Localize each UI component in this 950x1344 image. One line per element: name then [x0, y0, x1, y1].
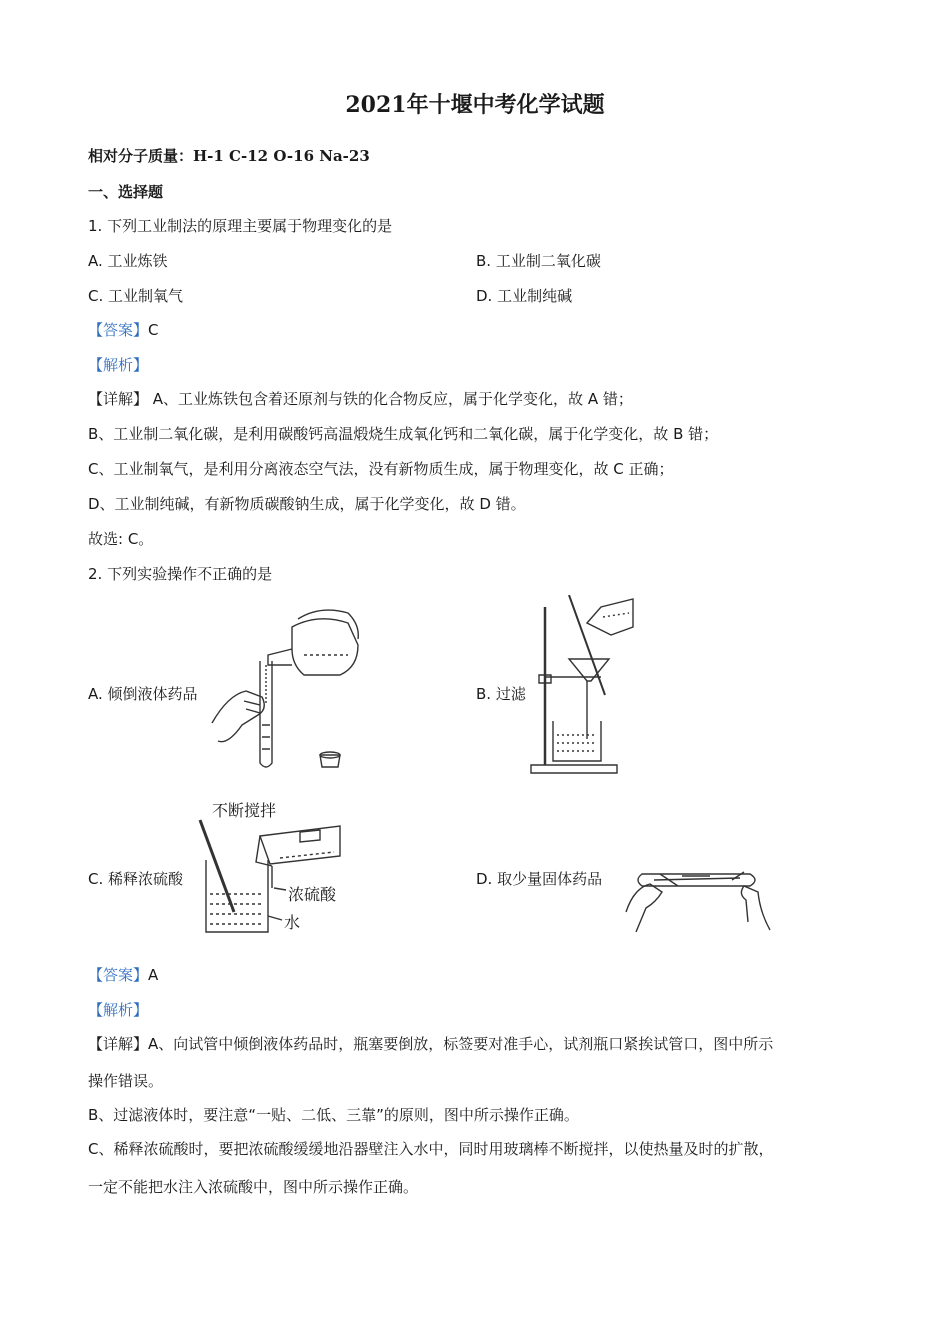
- q1-detail-line: B、工业制二氧化碳，是利用碳酸钙高温煅烧生成氧化钙和二氧化碳，属于化学变化，故 B 错；: [88, 425, 719, 443]
- figure-label-acid: 浓硫酸: [288, 885, 337, 904]
- answer-value: C: [148, 321, 159, 339]
- answer-value: A: [148, 966, 159, 984]
- figure-filtration: [525, 595, 645, 780]
- molar-mass-line: 相对分子质量：H-1 C-12 O-16 Na-23: [88, 147, 370, 165]
- detail-tag: 【详解】: [88, 390, 149, 408]
- q2-stem: 2. 下列实验操作不正确的是: [88, 565, 273, 583]
- q2-detail-line: C、稀释浓硫酸时，要把浓硫酸缓缓地沿器壁注入水中，同时用玻璃棒不断搅拌，以使热量及时的扩散，: [88, 1140, 774, 1158]
- figure-label-stirring: 不断搅拌: [212, 801, 277, 820]
- figure-taking-solid: [620, 852, 775, 937]
- q2-answer: [88, 964, 158, 985]
- q2-option-a: A. 倾倒液体药品: [88, 685, 198, 703]
- figure-label-water: 水: [284, 913, 301, 932]
- q1-conclusion: 故选: C。: [88, 530, 154, 548]
- q1-detail-line: D、工业制纯碱，有新物质碳酸钠生成，属于化学变化，故 D 错。: [88, 495, 526, 513]
- page-title: 2021年十堰中考化学试题: [345, 92, 605, 118]
- q2-detail-line: 【详解】A、向试管中倾倒液体药品时，瓶塞要倒放，标签要对准手心，试剂瓶口紧挨试管口，图中所示: [88, 1035, 774, 1053]
- answer-tag: 【答案】: [88, 966, 149, 984]
- q2-detail-line: 操作错误。: [88, 1072, 164, 1090]
- section-heading: 一、选择题: [88, 183, 164, 201]
- q2-detail-line: B、过滤液体时，要注意“一贴、二低、三靠”的原则，图中所示操作正确。: [88, 1106, 579, 1124]
- q2-option-d: D. 取少量固体药品: [476, 870, 603, 888]
- q1-option-b: B. 工业制二氧化碳: [476, 252, 601, 270]
- q1-detail-line: C、工业制氧气，是利用分离液态空气法，没有新物质生成，属于物理变化，故 C 正确；: [88, 460, 674, 478]
- figure-pouring-liquid: [208, 605, 368, 775]
- answer-tag: 【答案】: [88, 321, 149, 339]
- q1-option-a: A. 工业炼铁: [88, 252, 168, 270]
- q2-option-b: B. 过滤: [476, 685, 526, 703]
- q1-analysis-tag: 【解析】: [88, 356, 149, 374]
- q1-option-d: D. 工业制纯碱: [476, 287, 573, 305]
- figure-diluting-acid: [194, 800, 354, 945]
- q1-option-c: C. 工业制氧气: [88, 287, 184, 305]
- q1-stem: 1. 下列工业制法的原理主要属于物理变化的是: [88, 217, 393, 235]
- q1-detail-line: 【详解】 A、工业炼铁包含着还原剂与铁的化合物反应，属于化学变化，故 A 错；: [88, 390, 633, 408]
- q2-option-c: C. 稀释浓硫酸: [88, 870, 184, 888]
- q2-analysis-tag: 【解析】: [88, 1001, 149, 1019]
- q2-detail-line: 一定不能把水注入浓硫酸中，图中所示操作正确。: [88, 1178, 419, 1196]
- q1-answer: [88, 319, 159, 340]
- detail-tag: 【详解】: [88, 1035, 149, 1053]
